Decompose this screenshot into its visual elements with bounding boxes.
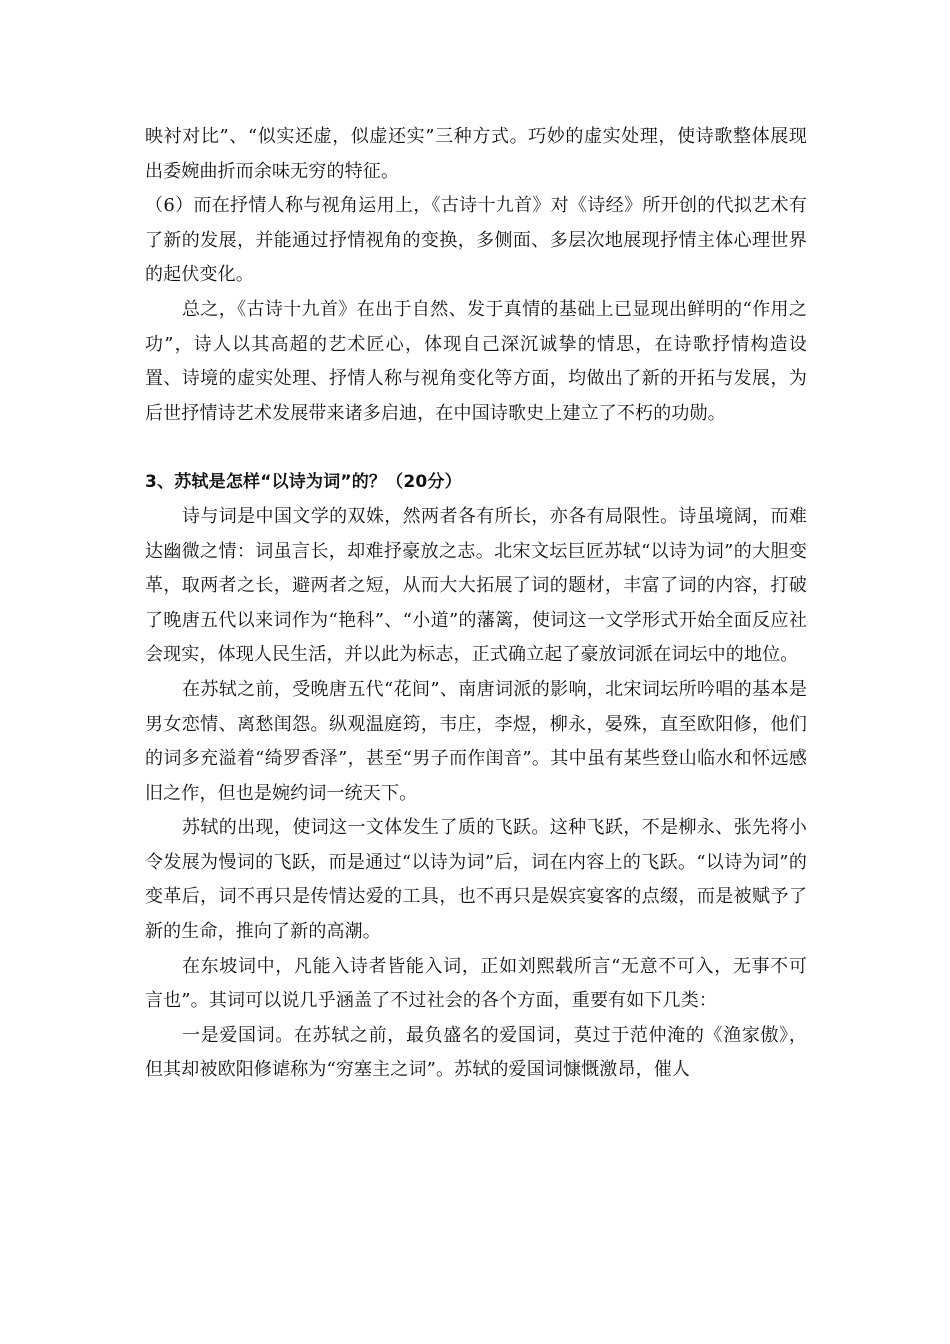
section-gap	[145, 431, 807, 465]
paragraph-sushi-leap: 苏轼的出现，使词这一文体发生了质的飞跃。这种飞跃，不是柳永、张先将小令发展为慢词的飞跃，而是通过“以诗为词”后，词在内容上的飞跃。“以诗为词”的变革后，词不再只是传情达爱的工具，也不再只是娱宾宴客的点缀，而是被赋予了新的生命，推向了新的高潮。	[145, 817, 807, 943]
section-heading: 3、苏轼是怎样“以诗为词”的？（20分）	[145, 472, 462, 493]
paragraph-patriotic-ci: 一是爱国词。在苏轼之前，最负盛名的爱国词，莫过于范仲淹的《渔家傲》，但其却被欧阳修谑称为“穷塞主之词”。苏轼的爱国词慷慨激昂，催人	[145, 1024, 807, 1081]
paragraph-intro: 诗与词是中国文学的双姝，然两者各有所长，亦各有局限性。诗虽境阔，而难达幽微之情：词虽言长，却难抒豪放之志。北宋文坛巨匠苏轼“以诗为词”的大胆变革，取两者之长，避两者之短，从而大大拓展了词的题材，丰富了词的内容，打破了晚唐五代以来词作为“艳科”、“小道”的藩篱，使词这一文学形式开始全面反应社会现实，体现人民生活，并以此为标志，正式确立起了豪放词派在词坛中的地位。	[145, 505, 807, 666]
document-body	[145, 120, 807, 1088]
paragraph-dongpo-ci: 在东坡词中，凡能入诗者皆能入词，正如刘熙载所言“无意不可入，无事不可言也”。其词可以说几乎涵盖了不过社会的各个方面，重要有如下几类：	[145, 955, 807, 1012]
paragraph-before-sushi: 在苏轼之前，受晚唐五代“花间”、南唐词派的影响，北宋词坛所吟唱的基本是男女恋情、离愁闺怨。纵观温庭筠，韦庄，李煜，柳永，晏殊，直至欧阳修，他们的词多充溢着“绮罗香泽”，甚至“男子而作闺音”。其中虽有某些登山临水和怀远感旧之作，但也是婉约词一统天下。	[145, 678, 807, 804]
paragraph-continuation: 映衬对比”、“似实还虚，似虚还实”三种方式。巧妙的虚实处理，使诗歌整体展现出委婉曲折而余味无穷的特征。	[145, 126, 807, 182]
paragraph-point-6: （6）而在抒情人称与视角运用上，《古诗十九首》对《诗经》所开创的代拟艺术有了新的发展，并能通过抒情视角的变换，多侧面、多层次地展现抒情主体心理世界的起伏变化。	[145, 195, 807, 286]
paragraph-conclusion: 总之，《古诗十九首》在出于自然、发于真情的基础上已显现出鲜明的“作用之功”，诗人以其高超的艺术匠心，体现自己深沉诚挚的情思，在诗歌抒情构造设置、诗境的虚实处理、抒情人称与视角变化等方面，均做出了新的开拓与发展，为后世抒情诗艺术发展带来诸多启迪，在中国诗歌史上建立了不朽的功勋。	[145, 298, 807, 424]
